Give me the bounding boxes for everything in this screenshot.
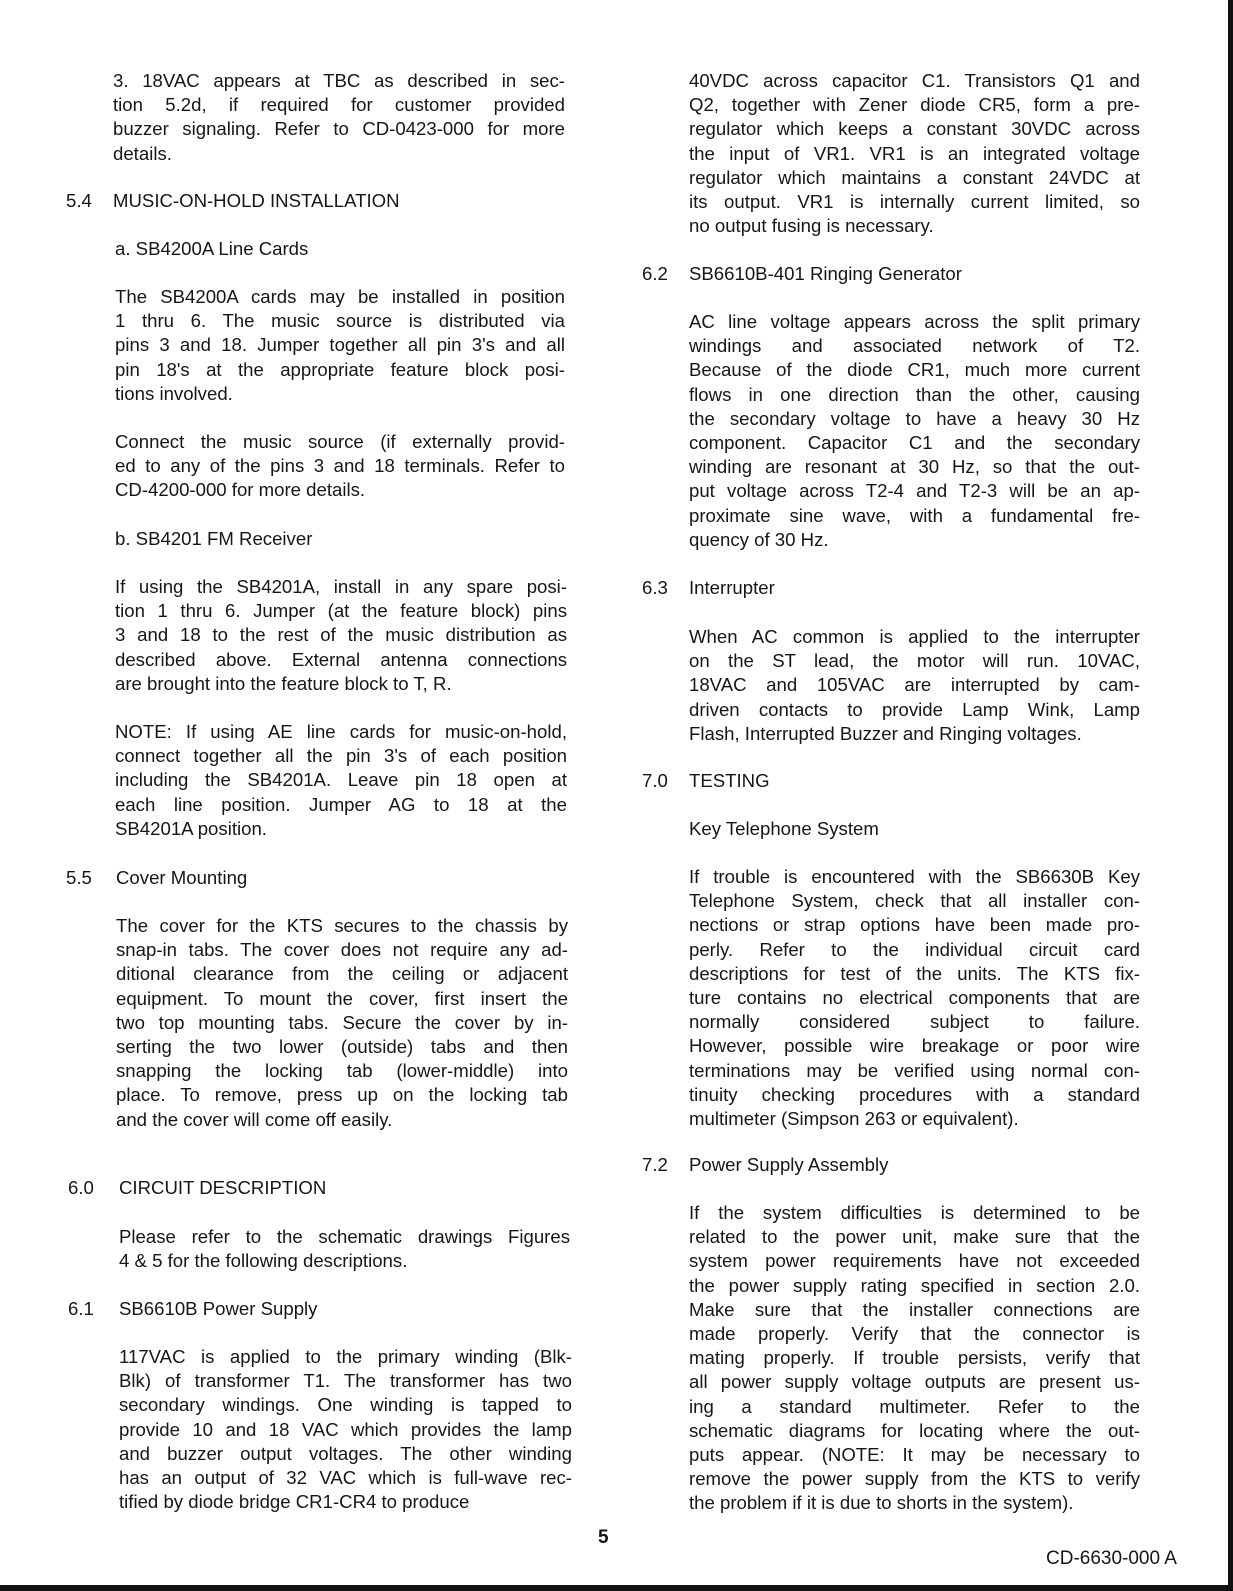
text-line: serting the two lower (outside) tabs and then xyxy=(116,1036,568,1058)
text-line: 40VDC across capacitor C1. Transistors Q1 and xyxy=(689,70,1140,91)
text-line: the problem if it is due to shorts in the system). xyxy=(689,1492,1074,1514)
text-line: AC line voltage appears across the split primary xyxy=(689,311,1140,332)
text-line: When AC common is applied to the interrupter xyxy=(689,626,1140,647)
paragraph-note-ae-line-cards xyxy=(115,720,567,841)
text-line: pin 18's at the appropriate feature block posi- xyxy=(115,358,565,380)
section-number: 5.4 xyxy=(66,190,92,211)
text-line: component. Capacitor C1 and the secondary xyxy=(689,432,1140,454)
subsection-5-4-b-heading: b. SB4201 FM Receiver xyxy=(115,528,313,549)
section-number: 6.2 xyxy=(642,263,668,284)
text-line: mating properly. If trouble persists, verify that xyxy=(689,1347,1140,1369)
text-line: the power supply rating specified in section 2.0. xyxy=(689,1274,1140,1296)
text-line: tions involved. xyxy=(115,382,233,404)
subsection-key-telephone-system: Key Telephone System xyxy=(689,818,879,839)
text-line: Flash, Interrupted Buzzer and Ringing voltages. xyxy=(689,722,1082,744)
page-edge-bottom xyxy=(0,1585,1233,1591)
text-line: The SB4200A cards may be installed in position xyxy=(115,286,565,307)
text-line: equipment. To mount the cover, first insert the xyxy=(116,987,568,1009)
text-line: flows in one direction than the other, causing xyxy=(689,383,1140,405)
section-title: SB6610B Power Supply xyxy=(119,1298,318,1319)
text-line: ing a standard multimeter. Refer to the xyxy=(689,1395,1140,1417)
section-number: 6.1 xyxy=(68,1298,94,1319)
text-line: system power requirements have not exceeded xyxy=(689,1250,1140,1272)
text-line: details. xyxy=(113,142,172,164)
section-title: CIRCUIT DESCRIPTION xyxy=(119,1177,327,1198)
text-line: Connect the music source (if externally provid- xyxy=(115,431,565,452)
text-line: ed to any of the pins 3 and 18 terminals. Refer to xyxy=(115,455,565,477)
text-line: NOTE: If using AE line cards for music-on-hold, xyxy=(115,721,567,742)
paragraph-line-cards xyxy=(115,285,565,406)
text-line: all power supply voltage outputs are present us- xyxy=(689,1371,1140,1393)
text-line: puts appear. (NOTE: It may be necessary to xyxy=(689,1444,1140,1466)
text-line: connect together all the pin 3's of each position xyxy=(115,745,567,767)
text-line: Make sure that the installer connections are xyxy=(689,1298,1140,1320)
text-line: the secondary voltage to have a heavy 30 Hz xyxy=(689,407,1140,429)
text-line: ture contains no electrical components that are xyxy=(689,987,1140,1009)
section-title: Interrupter xyxy=(689,577,775,598)
text-line: are brought into the feature block to T, R. xyxy=(115,672,452,694)
text-line: Blk) of transformer T1. The transformer has two xyxy=(119,1370,572,1392)
text-line: remove the power supply from the KTS to verify xyxy=(689,1468,1140,1490)
paragraph-ringing-generator xyxy=(689,310,1140,552)
text-line: ditional clearance from the ceiling or adjacent xyxy=(116,963,568,985)
text-line: 3. 18VAC appears at TBC as described in sec- xyxy=(113,70,565,91)
section-number: 6.3 xyxy=(642,577,668,598)
text-line: normally considered subject to failure. xyxy=(689,1011,1140,1033)
text-line: provide 10 and 18 VAC which provides the lamp xyxy=(119,1418,572,1440)
section-title: SB6610B-401 Ringing Generator xyxy=(689,263,962,284)
text-line: no output fusing is necessary. xyxy=(689,215,934,237)
text-line: buzzer signaling. Refer to CD-0423-000 for more xyxy=(113,118,565,140)
text-line: 18VAC and 105VAC are interrupted by cam- xyxy=(689,674,1140,696)
subsection-5-4-a-heading: a. SB4200A Line Cards xyxy=(115,238,309,259)
section-number: 7.0 xyxy=(642,770,668,791)
text-line: If trouble is encountered with the SB6630B Key xyxy=(689,866,1140,887)
text-line: secondary windings. One winding is tapped to xyxy=(119,1394,572,1416)
text-line: regulator which keeps a constant 30VDC across xyxy=(689,118,1140,140)
text-line: terminations may be verified using normal con- xyxy=(689,1059,1140,1081)
text-line: Q2, together with Zener diode CR5, form a pre- xyxy=(689,94,1140,116)
page-number: 5 xyxy=(598,1527,609,1548)
text-line: If using the SB4201A, install in any spare posi- xyxy=(115,576,567,597)
text-line: perly. Refer to the individual circuit card xyxy=(689,938,1140,960)
text-line: windings and associated network of T2. xyxy=(689,335,1140,357)
text-line: However, possible wire breakage or poor wire xyxy=(689,1035,1140,1057)
paragraph-testing-kts xyxy=(689,865,1140,1131)
text-line: including the SB4201A. Leave pin 18 open at xyxy=(115,769,567,791)
text-line: nections or strap options have been made pro- xyxy=(689,914,1140,936)
text-line: Please refer to the schematic drawings Figures xyxy=(119,1226,570,1247)
document-id: CD-6630-000 A xyxy=(1046,1548,1177,1569)
paragraph-interrupter xyxy=(689,625,1140,746)
text-line: CD-4200-000 for more details. xyxy=(115,479,366,501)
text-line: on the ST lead, the motor will run. 10VAC, xyxy=(689,650,1140,672)
text-line: put voltage across T2-4 and T2-3 will be an ap- xyxy=(689,480,1140,502)
text-line: tified by diode bridge CR1-CR4 to produce xyxy=(119,1491,470,1513)
paragraph-item-3-buzzer-signaling xyxy=(113,69,565,166)
section-title: Cover Mounting xyxy=(116,867,248,888)
text-line: related to the power unit, make sure that the xyxy=(689,1226,1140,1248)
section-number: 6.0 xyxy=(68,1177,94,1198)
text-line: The cover for the KTS secures to the chassis by xyxy=(116,915,568,936)
text-line: has an output of 32 VAC which is full-wave rec- xyxy=(119,1467,572,1489)
text-line: 4 & 5 for the following descriptions. xyxy=(119,1250,408,1272)
text-line: each line position. Jumper AG to 18 at the xyxy=(115,793,567,815)
text-line: quency of 30 Hz. xyxy=(689,528,829,550)
text-line: winding are resonant at 30 Hz, so that the out- xyxy=(689,456,1140,478)
paragraph-fm-receiver xyxy=(115,575,567,696)
text-line: SB4201A position. xyxy=(115,817,267,839)
section-number: 5.5 xyxy=(66,867,92,888)
section-number: 7.2 xyxy=(642,1154,668,1175)
text-line: tion 1 thru 6. Jumper (at the feature block) pins xyxy=(115,600,567,622)
paragraph-cover-mounting xyxy=(116,914,568,1132)
text-line: driven contacts to provide Lamp Wink, Lamp xyxy=(689,698,1140,720)
text-line: snapping the locking tab (lower-middle) into xyxy=(116,1060,568,1082)
text-line: Because of the diode CR1, much more current xyxy=(689,359,1140,381)
text-line: Telephone System, check that all installer con- xyxy=(689,890,1140,912)
text-line: place. To remove, press up on the locking tab xyxy=(116,1084,568,1106)
text-line: schematic diagrams for locating where the out- xyxy=(689,1419,1140,1441)
text-line: two top mounting tabs. Secure the cover by in- xyxy=(116,1011,568,1033)
text-line: If the system difficulties is determined to be xyxy=(689,1202,1140,1223)
text-line: its output. VR1 is internally current limited, so xyxy=(689,191,1140,213)
text-line: made properly. Verify that the connector is xyxy=(689,1323,1140,1345)
text-line: 117VAC is applied to the primary winding (Blk- xyxy=(119,1346,572,1367)
text-line: 1 thru 6. The music source is distributed via xyxy=(115,310,565,332)
text-line: 3 and 18 to the rest of the music distribution as xyxy=(115,624,567,646)
section-title: TESTING xyxy=(689,770,770,791)
page-edge-right xyxy=(1228,0,1233,1591)
text-line: pins 3 and 18. Jumper together all pin 3's and all xyxy=(115,334,565,356)
paragraph-power-supply xyxy=(119,1345,572,1514)
text-line: tinuity checking procedures with a standard xyxy=(689,1083,1140,1105)
text-line: and the cover will come off easily. xyxy=(116,1108,393,1130)
paragraph-power-supply-assembly xyxy=(689,1201,1140,1516)
section-title: MUSIC-ON-HOLD INSTALLATION xyxy=(113,190,400,211)
paragraph-connect-music-source xyxy=(115,430,565,503)
text-line: the input of VR1. VR1 is an integrated voltage xyxy=(689,142,1140,164)
text-line: snap-in tabs. The cover does not require any ad- xyxy=(116,939,568,961)
text-line: and buzzer output voltages. The other winding xyxy=(119,1442,572,1464)
text-line: tion 5.2d, if required for customer provided xyxy=(113,94,565,116)
text-line: regulator which maintains a constant 24VDC at xyxy=(689,166,1140,188)
text-line: described above. External antenna connections xyxy=(115,648,567,670)
section-title: Power Supply Assembly xyxy=(689,1154,889,1175)
text-line: multimeter (Simpson 263 or equivalent). xyxy=(689,1108,1019,1130)
text-line: proximate sine wave, with a fundamental fre- xyxy=(689,504,1140,526)
paragraph-power-supply-continued xyxy=(689,69,1140,238)
paragraph-circuit-description xyxy=(119,1225,570,1273)
text-line: descriptions for test of the units. The KTS fix- xyxy=(689,962,1140,984)
